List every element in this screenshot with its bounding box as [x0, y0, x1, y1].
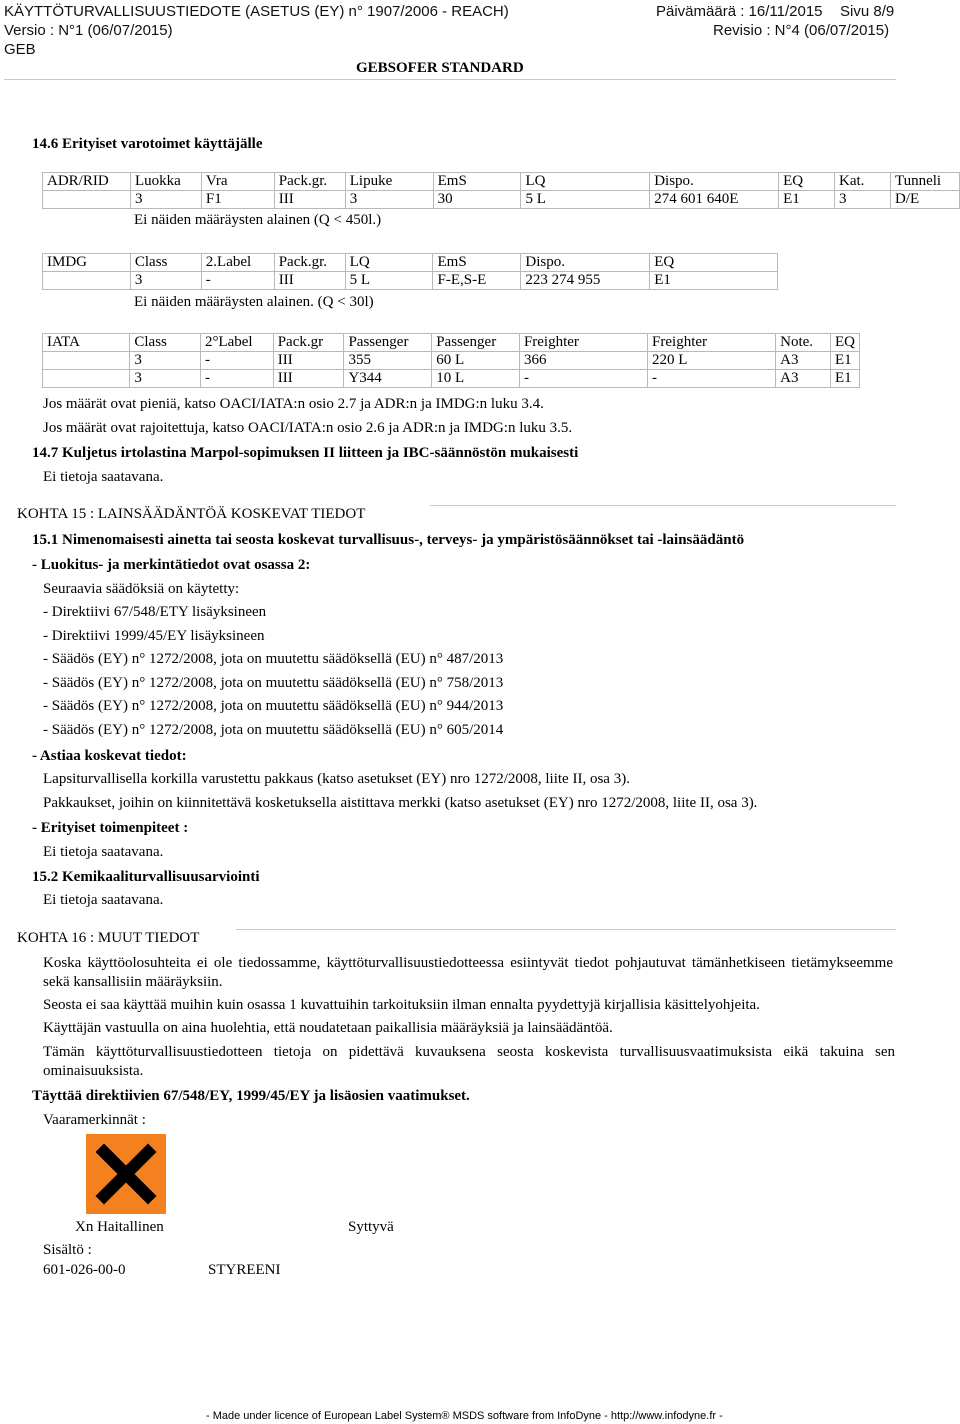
table-cell: Luokka [130, 173, 201, 191]
hazard-symbol-name: Xn Haitallinen [75, 1219, 164, 1235]
list-item: - Säädös (EY) n° 1272/2008, jota on muutettu säädöksellä (EU) n° 944/2013 [43, 698, 504, 714]
table-cell: 30 [433, 191, 521, 209]
list-item: - Säädös (EY) n° 1272/2008, jota on muutettu säädöksellä (EU) n° 605/2014 [43, 722, 504, 738]
table-cell: Passenger [344, 334, 432, 352]
table-cell: 3 [345, 191, 433, 209]
table-cell: E1 [650, 272, 778, 290]
imdg-data-row [43, 272, 778, 290]
table-cell: ADR/RID [43, 173, 131, 191]
table-cell: Freighter [648, 334, 776, 352]
directive-statement: Täyttää direktiivien 67/548/EY, 1999/45/EY ja lisäosien vaatimukset. [32, 1088, 470, 1104]
list-item: - Direktiivi 1999/45/EY lisäyksineen [43, 628, 265, 644]
table-cell: Pack.gr. [274, 254, 345, 272]
table-cell: Passenger [432, 334, 520, 352]
classification-label: - Luokitus- ja merkintätiedot ovat osassa 2: [32, 557, 311, 573]
table-cell: 10 L [432, 370, 520, 388]
paragraph: Koska käyttöolosuhteita ei ole tiedossamme, käyttöturvallisuustiedotteessa esiintyvät tiedot pohjautuvat tämänhetkiseen tietämykseemme sekä kansallisiin määräyksiin. [43, 955, 893, 990]
table-cell: Lipuke [345, 173, 433, 191]
company-code: GEB [4, 41, 36, 58]
table-cell: 3 [130, 191, 201, 209]
container-info-text: Pakkaukset, joihin on kiinnitettävä kosketuksella aistittava merkki (katso asetukset (EY) nro 1272/2008, liite II, osa 3). [43, 795, 758, 811]
imdg-header-row [43, 254, 778, 272]
table-cell: 3 [130, 370, 201, 388]
table-cell: - [200, 370, 273, 388]
table-cell: 3 [130, 272, 201, 290]
table-cell: III [273, 370, 344, 388]
transport-note-small: Jos määrät ovat pieniä, katso OACI/IATA:n osio 2.7 ja ADR:n ja IMDG:n luku 3.4. [43, 396, 544, 412]
section-16-rule [236, 929, 896, 930]
table-cell: Vra [201, 173, 274, 191]
table-cell: Dispo. [650, 173, 779, 191]
container-info-label: - Astiaa koskevat tiedot: [32, 748, 187, 764]
imdg-table [42, 253, 778, 290]
table-cell: EmS [433, 173, 521, 191]
substance-name: STYREENI [208, 1262, 281, 1278]
table-cell: 223 274 955 [521, 272, 650, 290]
transport-note-limited: Jos määrät ovat rajoitettuja, katso OACI/IATA:n osio 2.6 ja ADR:n ja IMDG:n luku 3.5. [43, 420, 573, 436]
section-15-1-title: 15.1 Nimenomaisesti ainetta tai seosta koskevat turvallisuus-, terveys- ja ympäristösäännökset tai -lainsäädäntö [32, 532, 745, 548]
section-15-2-text: Ei tietoja saatavana. [43, 892, 164, 908]
index-number: 601-026-00-0 [43, 1262, 126, 1278]
table-cell: EQ [779, 173, 835, 191]
table-cell: 220 L [648, 352, 776, 370]
table-cell: - [519, 370, 647, 388]
hazard-symbols-label: Vaaramerkinnät : [43, 1112, 146, 1128]
iata-header-row [43, 334, 860, 352]
table-cell: LQ [345, 254, 433, 272]
section-14-6-title: 14.6 Erityiset varotoimet käyttäjälle [32, 136, 263, 152]
special-measures-label: - Erityiset toimenpiteet : [32, 820, 189, 836]
table-cell: 355 [344, 352, 432, 370]
contents-label: Sisältö : [43, 1242, 92, 1258]
iata-table [42, 333, 860, 388]
table-cell: E1 [830, 370, 859, 388]
table-cell [43, 272, 131, 290]
section-14-7-title: 14.7 Kuljetus irtolastina Marpol-sopimuksen II liitteen ja IBC-säännöstön mukaisesti [32, 445, 579, 461]
paragraph: Seosta ei saa käyttää muihin kuin osassa 1 kuvattuihin tarkoituksiin ilman ennalta pyydettyjä kirjallisia käsittelyohjeita. [43, 997, 760, 1013]
adr-data-row [43, 191, 960, 209]
section-16-title: KOHTA 16 : MUUT TIEDOT [17, 930, 200, 946]
table-cell: LQ [521, 173, 650, 191]
list-item: - Säädös (EY) n° 1272/2008, jota on muutettu säädöksellä (EU) n° 758/2013 [43, 675, 504, 691]
special-measures-text: Ei tietoja saatavana. [43, 844, 164, 860]
table-cell: E1 [830, 352, 859, 370]
hazard-pictogram [86, 1134, 166, 1214]
table-cell: IATA [43, 334, 130, 352]
product-name: GEBSOFER STANDARD [356, 60, 524, 76]
iata-data-row [43, 352, 860, 370]
table-cell: III [274, 272, 345, 290]
table-cell: IMDG [43, 254, 131, 272]
st-andrews-cross-icon [86, 1134, 166, 1214]
list-item: - Säädös (EY) n° 1272/2008, jota on muutettu säädöksellä (EU) n° 487/2013 [43, 651, 504, 667]
table-cell: A3 [776, 352, 831, 370]
section-15-rule [430, 505, 896, 506]
section-15-title: KOHTA 15 : LAINSÄÄDÄNTÖÄ KOSKEVAT TIEDOT [17, 506, 366, 522]
table-cell: 5 L [521, 191, 650, 209]
table-cell: - [201, 272, 274, 290]
table-cell [43, 191, 131, 209]
table-cell: EQ [650, 254, 778, 272]
table-cell: 3 [835, 191, 891, 209]
iata-data-row [43, 370, 860, 388]
document-title: KÄYTTÖTURVALLISUUSTIEDOTE (ASETUS (EY) n° 1907/2006 - REACH) [4, 3, 509, 20]
adr-table [42, 172, 960, 209]
table-cell: E1 [779, 191, 835, 209]
table-cell: 2°Label [200, 334, 273, 352]
table-cell: EmS [433, 254, 521, 272]
table-cell: Pack.gr [273, 334, 344, 352]
adr-note: Ei näiden määräysten alainen (Q < 450l.) [134, 212, 382, 228]
table-cell: Freighter [519, 334, 647, 352]
header-rule [4, 79, 896, 80]
table-cell: - [648, 370, 776, 388]
table-cell: III [274, 191, 345, 209]
table-cell: Dispo. [521, 254, 650, 272]
table-cell: - [200, 352, 273, 370]
table-cell [43, 352, 130, 370]
table-cell: 3 [130, 352, 201, 370]
table-cell: Kat. [835, 173, 891, 191]
table-cell: Tunneli [890, 173, 959, 191]
container-info-text: Lapsiturvallisella korkilla varustettu pakkaus (katso asetukset (EY) nro 1272/2008, liite II, osa 3). [43, 771, 630, 787]
revision-label: Revisio : N°4 (06/07/2015) [713, 22, 890, 39]
table-cell: Class [130, 334, 201, 352]
table-cell: A3 [776, 370, 831, 388]
table-cell: Note. [776, 334, 831, 352]
table-cell: 5 L [345, 272, 433, 290]
paragraph: Käyttäjän vastuulla on aina huolehtia, että noudatetaan paikallisia määräyksiä ja lainsäädäntöä. [43, 1020, 613, 1036]
table-cell: Class [130, 254, 201, 272]
table-cell: F1 [201, 191, 274, 209]
imdg-note: Ei näiden määräysten alainen. (Q < 30l) [134, 294, 374, 310]
footer-credit: - Made under licence of European Label System® MSDS software from InfoDyne - http://www.infodyne.fr - [206, 1410, 723, 1422]
section-14-7-text: Ei tietoja saatavana. [43, 469, 164, 485]
table-cell: 366 [519, 352, 647, 370]
table-cell: 60 L [432, 352, 520, 370]
regulations-intro: Seuraavia säädöksiä on käytetty: [43, 581, 240, 597]
table-cell: Y344 [344, 370, 432, 388]
paragraph: Tämän käyttöturvallisuustiedotteen tietoja on pidettävä kuvauksena seosta koskevista turvallisuusvaatimuksista eikä takuina sen ominaisuuksista. [43, 1044, 895, 1079]
document-date: Päivämäärä : 16/11/2015 [656, 3, 823, 20]
section-15-2-title: 15.2 Kemikaaliturvallisuusarviointi [32, 869, 260, 885]
table-cell: Pack.gr. [274, 173, 345, 191]
flammable-label: Syttyvä [348, 1219, 394, 1235]
table-cell: EQ [830, 334, 859, 352]
table-cell: 274 601 640E [650, 191, 779, 209]
table-cell: D/E [890, 191, 959, 209]
table-cell: 2.Label [201, 254, 274, 272]
version-label: Versio : N°1 (06/07/2015) [4, 22, 173, 39]
table-cell [43, 370, 130, 388]
list-item: - Direktiivi 67/548/ETY lisäyksineen [43, 604, 267, 620]
table-cell: F-E,S-E [433, 272, 521, 290]
adr-header-row [43, 173, 960, 191]
page-number: Sivu 8/9 [840, 3, 895, 20]
table-cell: III [273, 352, 344, 370]
